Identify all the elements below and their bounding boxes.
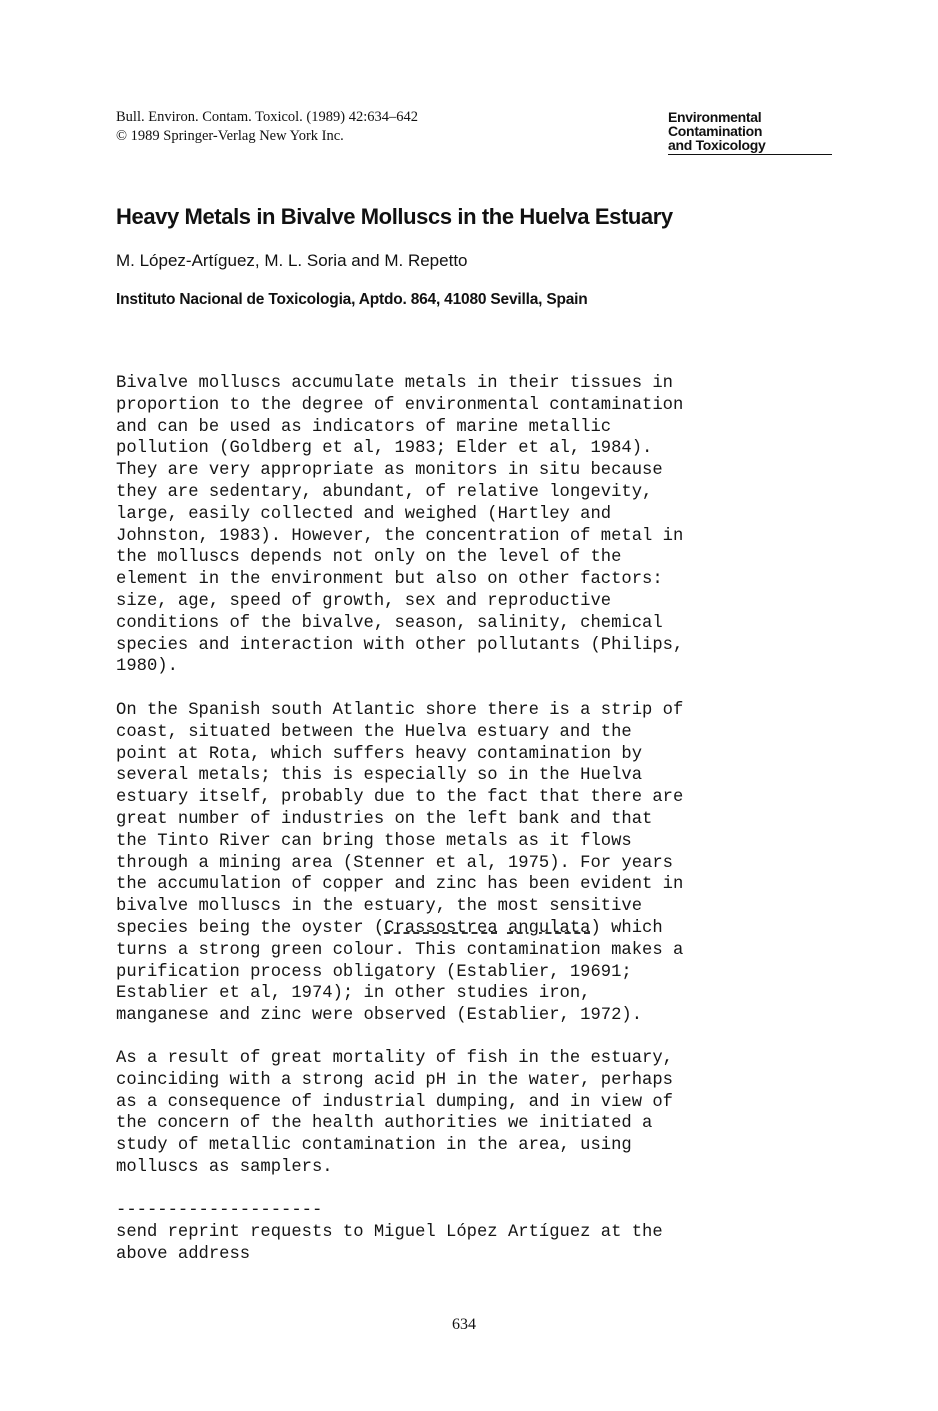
paragraph-2-text-a: On the Spanish south Atlantic shore there is a strip of coast, situated between the Huelva estuary and the point at Rota, which suffers heavy contamination by several metals; this is especially so in the Huelva estuary itself, probably due to the fact that there are great number of industries on the left bank and that the Tinto River can bring those metals as it flows through a mining area (Stenner et al, 1975). For years the accumulation of copper and zinc has been evident in bivalve molluscs in the estuary, the most sensitive species being the oyster ( <box>116 701 684 938</box>
footnote-text: send reprint requests to Miguel López Artíguez at the above address <box>116 1223 663 1264</box>
citation-journal-line: Bull. Environ. Contam. Toxicol. (1989) 42:634–642 <box>116 109 418 125</box>
journal-logo-line-1: Environmental <box>668 109 762 125</box>
page-number: 634 <box>452 1316 476 1333</box>
footnote-rule: -------------------- <box>116 1201 323 1220</box>
species-epithet: angulata <box>507 918 591 938</box>
citation-block <box>116 108 418 146</box>
journal-logo-line-3: and Toxicology <box>668 137 766 153</box>
species-genus: Crassostrea <box>384 918 498 938</box>
article-authors: M. López-Artíguez, M. L. Soria and M. Repetto <box>116 251 468 270</box>
paragraph-2-text-b: ) which turns a strong green colour. This contamination makes a purification process obligatory (Establier, 19691; Establier et al, 1974); in other studies iron, manganese and zinc were observed (Establier, 1972). <box>116 918 684 1026</box>
body-paragraph-3: As a result of great mortality of fish in the estuary, coinciding with a strong acid pH in the water, perhaps as a consequence of industrial dumping, and in view of the concern of the health authorities we initiated a study of metallic contamination in the area, using molluscs as samplers. <box>116 1049 673 1177</box>
citation-copyright-line: © 1989 Springer-Verlag New York Inc. <box>116 128 344 144</box>
journal-logo <box>668 110 832 155</box>
body-paragraph-2 <box>116 700 683 1027</box>
article-affiliation: Instituto Nacional de Toxicologia, Aptdo. 864, 41080 Sevilla, Spain <box>116 291 588 308</box>
article-title: Heavy Metals in Bivalve Molluscs in the Huelva Estuary <box>116 204 673 229</box>
journal-logo-line-2: Contamination <box>668 123 763 139</box>
body-paragraph-1: Bivalve molluscs accumulate metals in their tissues in proportion to the degree of environmental contamination and can be used as indicators of marine metallic pollution (Goldberg et al, 1983; Elder et al, 1984). They are very appropriate as monitors in situ because they are sedentary, abundant, of relative longevity, large, easily collected and weighed (Hartley and Johnston, 1983). However, the concentration of metal in the molluscs depends not only on the level of the element in the environment but also on other factors: size, age, speed of growth, sex and reproductive conditions of the bivalve, season, salinity, chemical species and interaction with other pollutants (Philips, 1980). <box>116 374 684 677</box>
